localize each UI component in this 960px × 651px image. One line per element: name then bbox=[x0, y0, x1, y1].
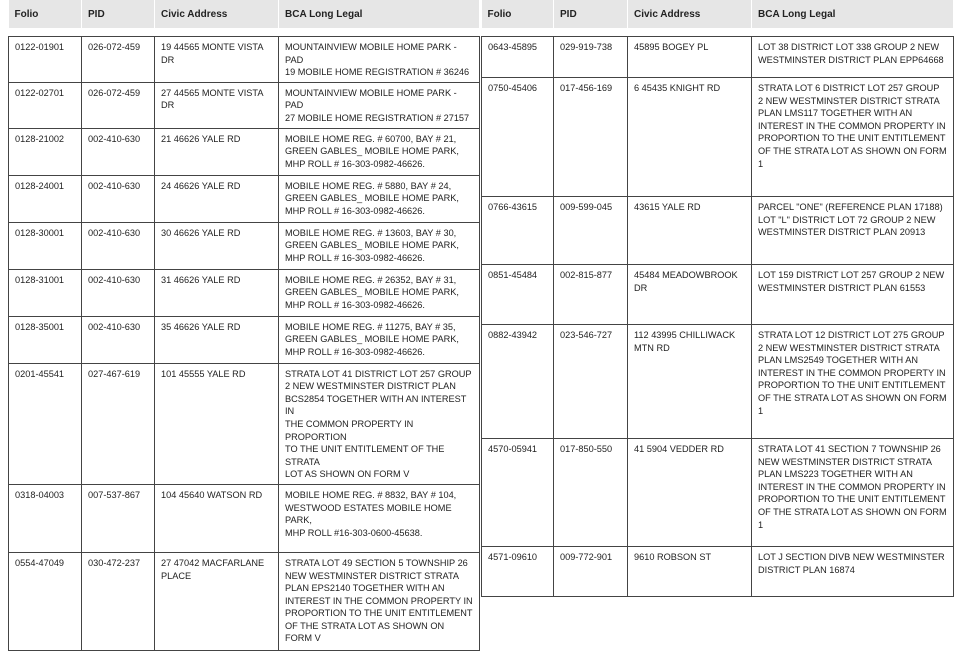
folio-cell: 0851-45484 bbox=[482, 265, 554, 325]
pid-cell: 017-456-169 bbox=[554, 78, 628, 197]
table-row bbox=[9, 175, 480, 222]
table-row bbox=[9, 37, 480, 83]
civic-address-cell: 9610 ROBSON ST bbox=[628, 547, 752, 597]
pid-cell: 009-772-901 bbox=[554, 547, 628, 597]
folio-cell: 0128-21002 bbox=[9, 128, 82, 175]
legal-description-cell: MOBILE HOME REG. # 5880, BAY # 24, GREEN GABLES_ MOBILE HOME PARK, MHP ROLL # 16-303-0982-46626. bbox=[279, 175, 480, 222]
header-pid: PID bbox=[82, 0, 155, 28]
header-civic-address: Civic Address bbox=[155, 0, 279, 28]
header-civic-address: Civic Address bbox=[628, 0, 752, 28]
folio-cell: 0128-31001 bbox=[9, 269, 82, 316]
property-table-left bbox=[8, 0, 480, 651]
pid-cell: 030-472-237 bbox=[82, 552, 155, 650]
legal-description-cell: MOBILE HOME REG. # 26352, BAY # 31, GREEN GABLES_ MOBILE HOME PARK, MHP ROLL # 16-303-0982-46626. bbox=[279, 269, 480, 316]
civic-address-cell: 101 45555 YALE RD bbox=[155, 363, 279, 484]
folio-cell: 0882-43942 bbox=[482, 325, 554, 439]
table-row bbox=[482, 439, 954, 547]
table-row bbox=[482, 37, 954, 78]
civic-address-cell: 43615 YALE RD bbox=[628, 197, 752, 265]
folio-cell: 0318-04003 bbox=[9, 484, 82, 552]
table-row bbox=[482, 197, 954, 265]
pid-cell: 002-410-630 bbox=[82, 316, 155, 363]
header-bca-long-legal: BCA Long Legal bbox=[279, 0, 480, 28]
legal-description-cell: MOBILE HOME REG. # 8832, BAY # 104, WESTWOOD ESTATES MOBILE HOME PARK, MHP ROLL #16-303-0600-45638. bbox=[279, 484, 480, 552]
property-table-right bbox=[481, 0, 954, 597]
civic-address-cell: 21 46626 YALE RD bbox=[155, 128, 279, 175]
legal-description-cell: MOUNTAINVIEW MOBILE HOME PARK - PAD 27 MOBILE HOME REGISTRATION # 27157 bbox=[279, 82, 480, 128]
folio-cell: 4571-09610 bbox=[482, 547, 554, 597]
table-row bbox=[482, 78, 954, 197]
legal-description-cell: MOBILE HOME REG. # 60700, BAY # 21, GREEN GABLES_ MOBILE HOME PARK, MHP ROLL # 16-303-0982-46626. bbox=[279, 128, 480, 175]
civic-address-cell: 6 45435 KNIGHT RD bbox=[628, 78, 752, 197]
pid-cell: 027-467-619 bbox=[82, 363, 155, 484]
table-row bbox=[9, 82, 480, 128]
folio-cell: 0122-02701 bbox=[9, 82, 82, 128]
pid-cell: 026-072-459 bbox=[82, 37, 155, 83]
table-row bbox=[9, 128, 480, 175]
civic-address-cell: 19 44565 MONTE VISTA DR bbox=[155, 37, 279, 83]
legal-description-cell: STRATA LOT 49 SECTION 5 TOWNSHIP 26 NEW WESTMINSTER DISTRICT STRATA PLAN EPS2140 TOGETHER WITH AN INTEREST IN THE COMMON PROPERTY IN PROPORTION TO THE UNIT ENTITLEMENT OF THE STRATA LOT AS SHOWN ON FORM V bbox=[279, 552, 480, 650]
table-row bbox=[482, 325, 954, 439]
legal-description-cell: PARCEL "ONE" (REFERENCE PLAN 17188) LOT "L" DISTRICT LOT 72 GROUP 2 NEW WESTMINSTER DISTRICT PLAN 20913 bbox=[752, 197, 954, 265]
folio-cell: 0122-01901 bbox=[9, 37, 82, 83]
civic-address-cell: 112 43995 CHILLIWACK MTN RD bbox=[628, 325, 752, 439]
civic-address-cell: 27 47042 MACFARLANE PLACE bbox=[155, 552, 279, 650]
table-header-row bbox=[482, 0, 954, 28]
pid-cell: 017-850-550 bbox=[554, 439, 628, 547]
table-row bbox=[9, 552, 480, 650]
civic-address-cell: 24 46626 YALE RD bbox=[155, 175, 279, 222]
folio-cell: 4570-05941 bbox=[482, 439, 554, 547]
table-row bbox=[9, 484, 480, 552]
civic-address-cell: 104 45640 WATSON RD bbox=[155, 484, 279, 552]
folio-cell: 0128-24001 bbox=[9, 175, 82, 222]
table-row bbox=[9, 316, 480, 363]
header-folio: Folio bbox=[482, 0, 554, 28]
civic-address-cell: 41 5904 VEDDER RD bbox=[628, 439, 752, 547]
legal-description-cell: LOT J SECTION DIVB NEW WESTMINSTER DISTRICT PLAN 16874 bbox=[752, 547, 954, 597]
pid-cell: 002-410-630 bbox=[82, 222, 155, 269]
civic-address-cell: 31 46626 YALE RD bbox=[155, 269, 279, 316]
legal-description-cell: MOUNTAINVIEW MOBILE HOME PARK - PAD 19 MOBILE HOME REGISTRATION # 36246 bbox=[279, 37, 480, 83]
pid-cell: 002-815-877 bbox=[554, 265, 628, 325]
legal-description-cell: STRATA LOT 6 DISTRICT LOT 257 GROUP 2 NEW WESTMINSTER DISTRICT STRATA PLAN LMS117 TOGETHER WITH AN INTEREST IN THE COMMON PROPERTY IN PROPORTION TO THE UNIT ENTITLEMENT OF THE STRATA LOT AS SHOWN ON FORM 1 bbox=[752, 78, 954, 197]
pid-cell: 007-537-867 bbox=[82, 484, 155, 552]
folio-cell: 0554-47049 bbox=[9, 552, 82, 650]
pid-cell: 002-410-630 bbox=[82, 128, 155, 175]
folio-cell: 0766-43615 bbox=[482, 197, 554, 265]
folio-cell: 0128-30001 bbox=[9, 222, 82, 269]
header-spacer bbox=[9, 28, 480, 37]
right-table-body bbox=[482, 37, 954, 597]
header-pid: PID bbox=[554, 0, 628, 28]
civic-address-cell: 27 44565 MONTE VISTA DR bbox=[155, 82, 279, 128]
header-folio: Folio bbox=[9, 0, 82, 28]
civic-address-cell: 30 46626 YALE RD bbox=[155, 222, 279, 269]
legal-description-cell: LOT 38 DISTRICT LOT 338 GROUP 2 NEW WESTMINSTER DISTRICT PLAN EPP64668 bbox=[752, 37, 954, 78]
pid-cell: 029-919-738 bbox=[554, 37, 628, 78]
pid-cell: 009-599-045 bbox=[554, 197, 628, 265]
legal-description-cell: STRATA LOT 41 SECTION 7 TOWNSHIP 26 NEW WESTMINSTER DISTRICT STRATA PLAN LMS223 TOGETHER WITH AN INTEREST IN THE COMMON PROPERTY IN PROPORTION TO THE UNIT ENTITLEMENT OF THE STRATA LOT AS SHOWN ON FORM 1 bbox=[752, 439, 954, 547]
table-row bbox=[9, 363, 480, 484]
right-table-column bbox=[481, 0, 953, 597]
table-row bbox=[9, 222, 480, 269]
legal-description-cell: MOBILE HOME REG. # 11275, BAY # 35, GREEN GABLES_ MOBILE HOME PARK, MHP ROLL # 16-303-0982-46626. bbox=[279, 316, 480, 363]
folio-cell: 0201-45541 bbox=[9, 363, 82, 484]
table-row bbox=[9, 269, 480, 316]
table-row bbox=[482, 547, 954, 597]
folio-cell: 0643-45895 bbox=[482, 37, 554, 78]
header-spacer bbox=[482, 28, 954, 37]
legal-description-cell: STRATA LOT 41 DISTRICT LOT 257 GROUP 2 NEW WESTMINSTER DISTRICT PLAN BCS2854 TOGETHER WITH AN INTEREST IN THE COMMON PROPERTY IN PROPORTION TO THE UNIT ENTITLEMENT OF THE STRATA LOT AS SHOWN ON FORM V bbox=[279, 363, 480, 484]
civic-address-cell: 45895 BOGEY PL bbox=[628, 37, 752, 78]
civic-address-cell: 45484 MEADOWBROOK DR bbox=[628, 265, 752, 325]
folio-cell: 0750-45406 bbox=[482, 78, 554, 197]
legal-description-cell: STRATA LOT 12 DISTRICT LOT 275 GROUP 2 NEW WESTMINSTER DISTRICT STRATA PLAN LMS2549 TOGETHER WITH AN INTEREST IN THE COMMON PROPERTY IN PROPORTION TO THE UNIT ENTITLEMENT OF THE STRATA LOT AS SHOWN ON FORM 1 bbox=[752, 325, 954, 439]
legal-description-cell: MOBILE HOME REG. # 13603, BAY # 30, GREEN GABLES_ MOBILE HOME PARK, MHP ROLL # 16-303-0982-46626. bbox=[279, 222, 480, 269]
header-bca-long-legal: BCA Long Legal bbox=[752, 0, 954, 28]
left-table-column bbox=[8, 0, 479, 651]
pid-cell: 023-546-727 bbox=[554, 325, 628, 439]
left-table-body bbox=[9, 37, 480, 651]
table-row bbox=[482, 265, 954, 325]
pid-cell: 026-072-459 bbox=[82, 82, 155, 128]
pid-cell: 002-410-630 bbox=[82, 175, 155, 222]
folio-cell: 0128-35001 bbox=[9, 316, 82, 363]
pid-cell: 002-410-630 bbox=[82, 269, 155, 316]
civic-address-cell: 35 46626 YALE RD bbox=[155, 316, 279, 363]
table-header-row bbox=[9, 0, 480, 28]
legal-description-cell: LOT 159 DISTRICT LOT 257 GROUP 2 NEW WESTMINSTER DISTRICT PLAN 61553 bbox=[752, 265, 954, 325]
